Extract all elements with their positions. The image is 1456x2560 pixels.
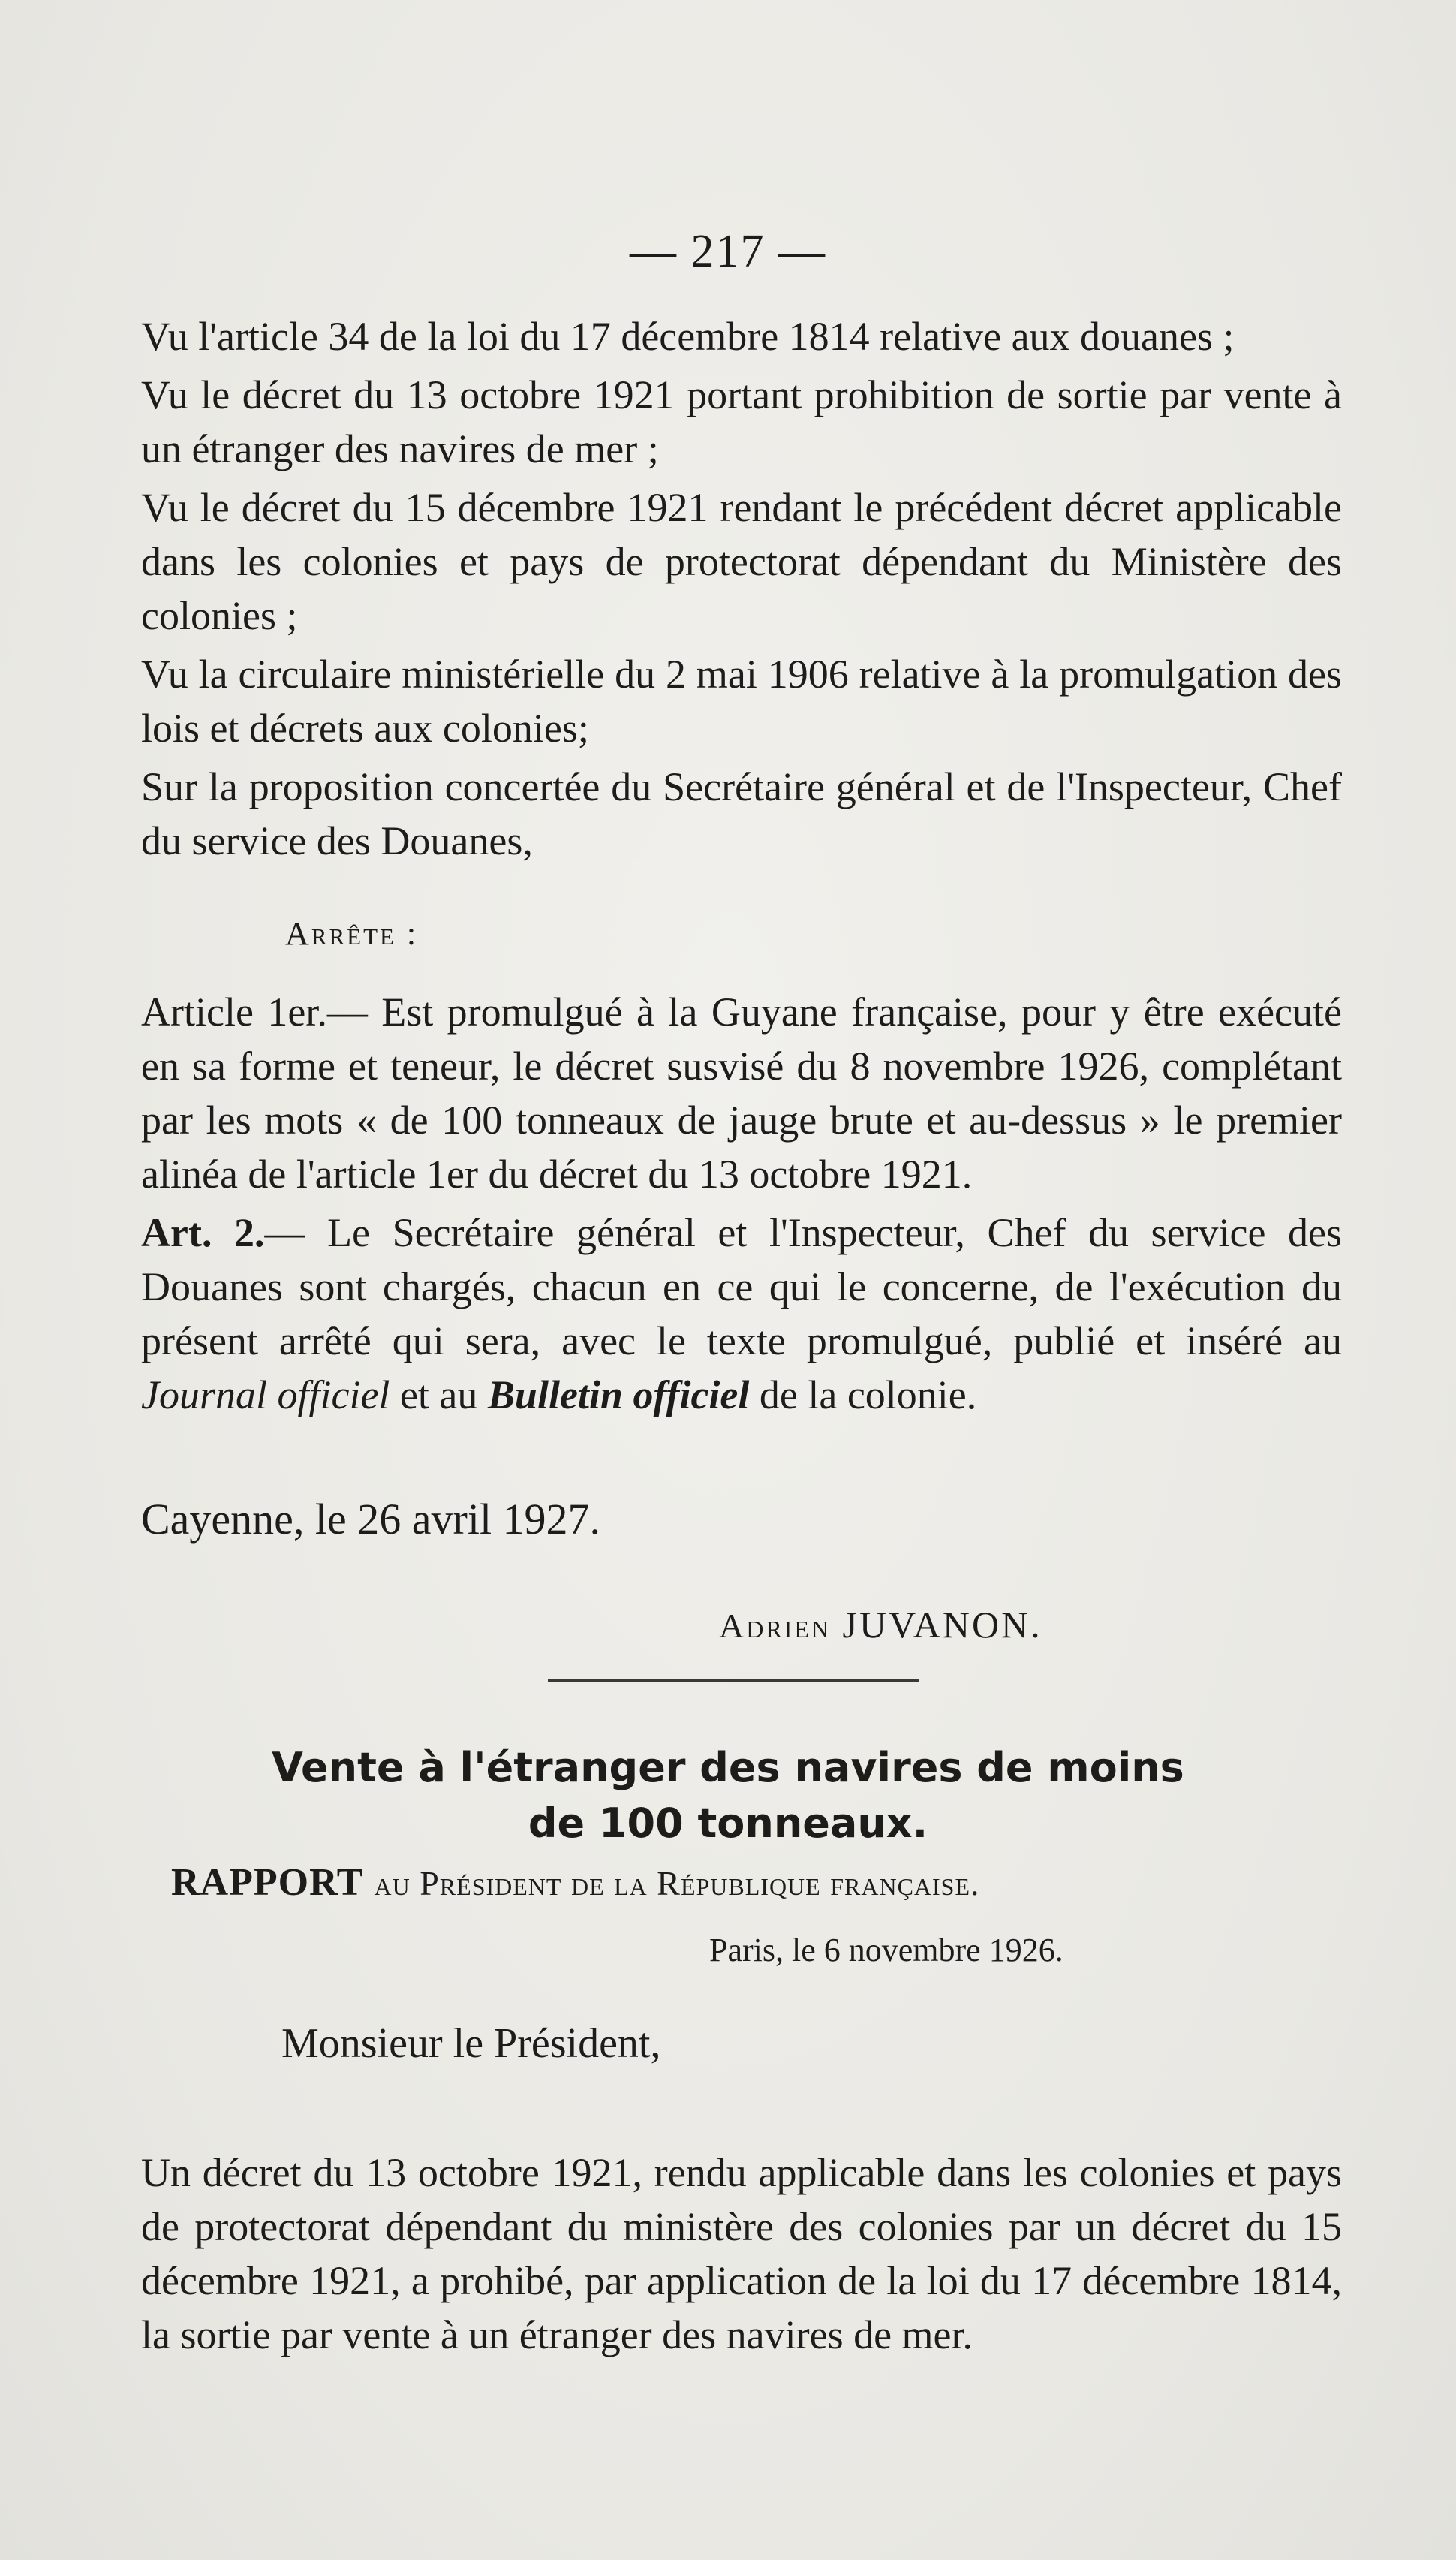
article-1-text: — Est promulgué à la Guyane française, pour y être exécuté en sa forme et teneur, le décret susvisé du 8 novembre 1926, complétant par les mots « de 100 tonneaux de jauge brute et au-dessus » le premier alinéa de l'article 1er du décret du 13 octobre 1921. xyxy=(141,989,1342,1197)
section-title-line-1: Vente à l'étranger des navires de moins xyxy=(272,1744,1184,1791)
page-number: — 217 — xyxy=(630,226,826,277)
article-2 xyxy=(141,1206,1342,1422)
visa-decree-15-dec-1921: Vu le décret du 15 décembre 1921 rendant le précédent décret applicable dans les colonies et pays de protectorat dépendant du Ministère des colonies ; xyxy=(141,485,1342,638)
section-divider xyxy=(548,1679,919,1682)
visa-decree-13-oct-1921: Vu le décret du 13 octobre 1921 portant prohibition de sortie par vente à un étranger des navires de mer ; xyxy=(141,372,1342,471)
rapport-lead: RAPPORT xyxy=(171,1861,364,1904)
signature xyxy=(719,1603,1042,1646)
salutation: Monsieur le Président, xyxy=(281,2020,661,2067)
rapport-paragraph-1: Un décret du 13 octobre 1921, rendu applicable dans les colonies et pays de protectorat dépendant du ministère des colonies par un décret du 15 décembre 1921, a prohibé, par application de la loi du 17 décembre 1814, la sortie par vente à un étranger des navires de mer. xyxy=(141,2150,1342,2357)
bulletin-officiel-ref: Bulletin officiel xyxy=(487,1372,750,1417)
article-2-text-a: — Le Secrétaire général et l'Inspecteur, Chef du service des Douanes sont chargés, chacun en ce qui le concerne, de l'exécution du présent arrêté qui sera, avec le texte promulgué, publié et inséré au xyxy=(141,1210,1342,1363)
rapport-date: Paris, le 6 novembre 1926. xyxy=(709,1932,1063,1968)
decree-visas xyxy=(141,309,1342,868)
visa-article-34: Vu l'article 34 de la loi du 17 décembre 1814 relative aux douanes ; xyxy=(141,314,1235,359)
rapport-addressee: au Président de la République française. xyxy=(374,1864,980,1902)
journal-officiel-ref: Journal officiel xyxy=(141,1372,390,1417)
signature-last-name: JUVANON. xyxy=(842,1604,1042,1646)
visa-circulaire-1906: Vu la circulaire ministérielle du 2 mai 1906 relative à la promulgation des lois et décrets aux colonies; xyxy=(141,652,1342,751)
article-2-label: Art. 2. xyxy=(141,1210,265,1255)
place-date: Cayenne, le 26 avril 1927. xyxy=(141,1495,601,1544)
proposal-paragraph: Sur la proposition concertée du Secrétaire général et de l'Inspecteur, Chef du service des Douanes, xyxy=(141,764,1342,863)
article-2-text-c: de la colonie. xyxy=(749,1372,977,1417)
arrete-heading: Arrête : xyxy=(285,915,419,952)
article-1-label: Article 1er. xyxy=(141,989,327,1035)
signature-first-name: Adrien xyxy=(719,1607,831,1645)
rapport-heading xyxy=(171,1860,980,1905)
article-1 xyxy=(141,985,1342,1201)
rapport-body xyxy=(141,2146,1342,2362)
decree-articles xyxy=(141,985,1342,1422)
article-2-text-b: et au xyxy=(390,1372,488,1417)
section-title-line-2: de 100 tonneaux. xyxy=(528,1800,928,1847)
